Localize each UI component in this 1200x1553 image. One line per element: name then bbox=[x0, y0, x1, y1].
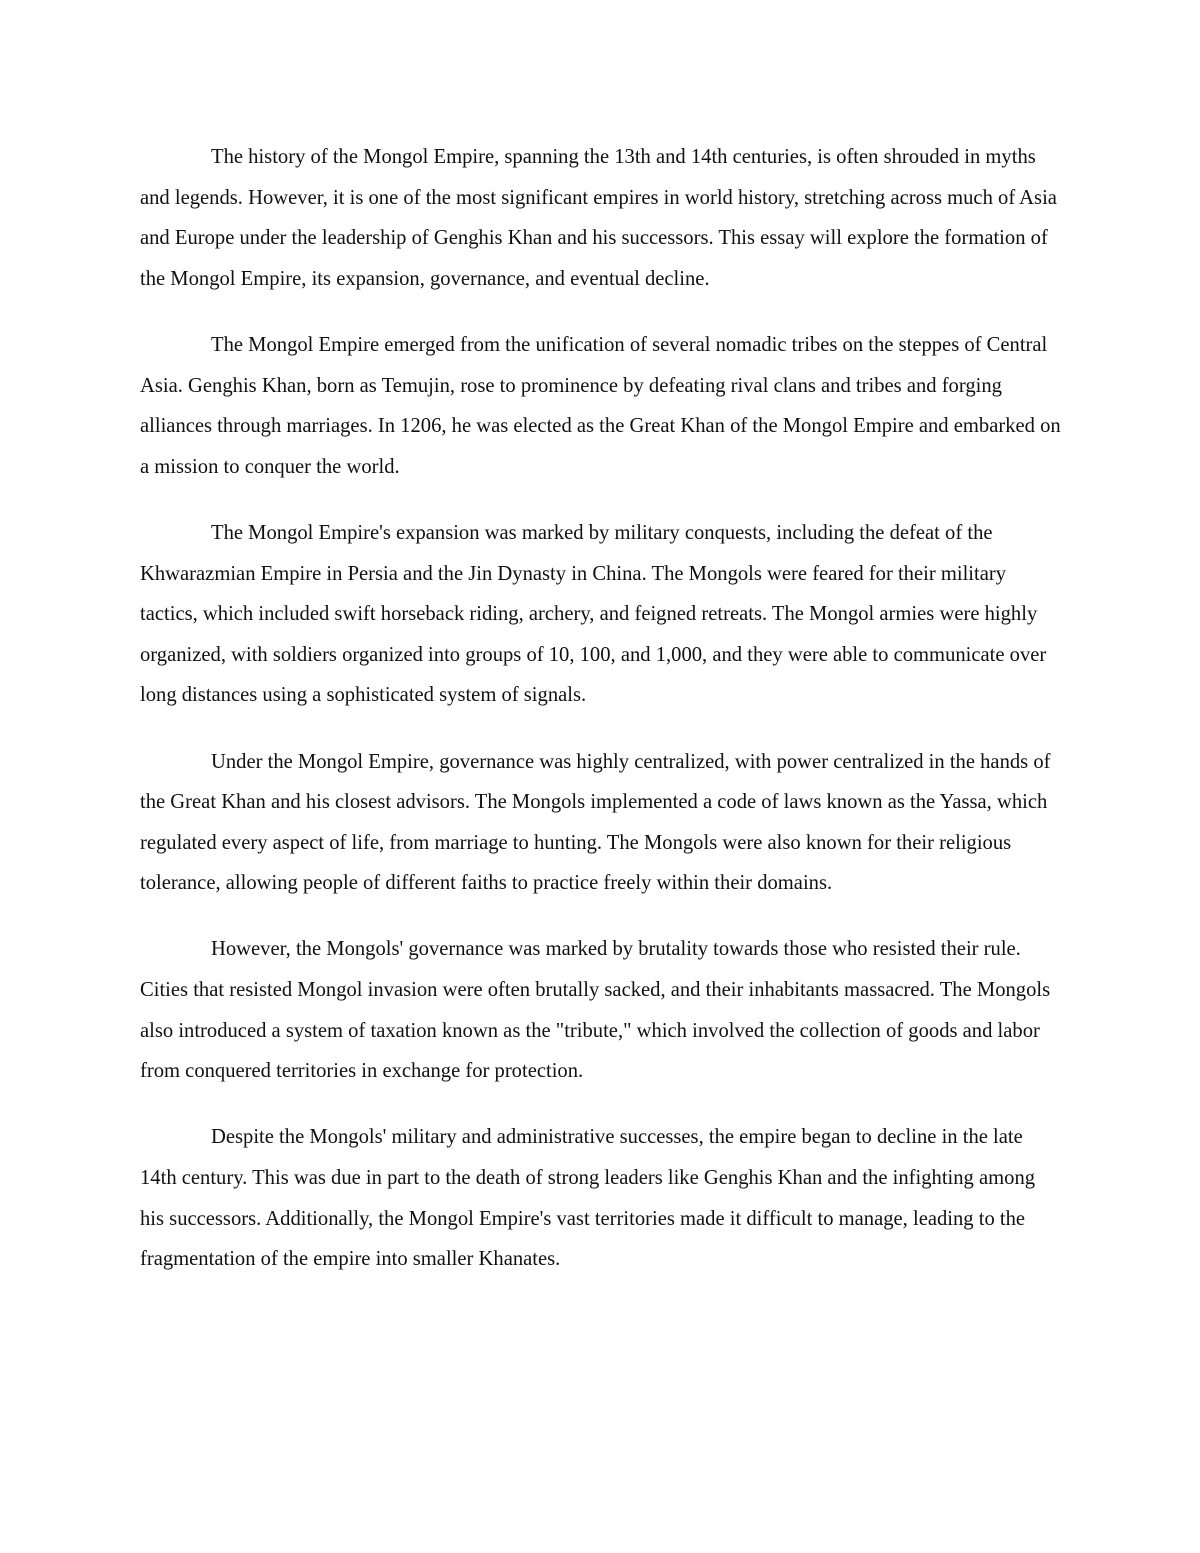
paragraph-introduction: The history of the Mongol Empire, spanning the 13th and 14th centuries, is often shrouded in myths and legends. However, it is one of the most significant empires in world history, stretching across much of Asia and Europe under the leadership of Genghis Khan and his successors. This essay will explore the formation of the Mongol Empire, its expansion, governance, and eventual decline. bbox=[140, 146, 1057, 290]
essay-body bbox=[140, 137, 1062, 1280]
paragraph-expansion: The Mongol Empire's expansion was marked by military conquests, including the defeat of the Khwarazmian Empire in Persia and the Jin Dynasty in China. The Mongols were feared for their military tactics, which included swift horseback riding, archery, and feigned retreats. The Mongol armies were highly organized, with soldiers organized into groups of 10, 100, and 1,000, and they were able to communicate over long distances using a sophisticated system of signals. bbox=[140, 521, 1047, 707]
paragraph-decline: Despite the Mongols' military and administrative successes, the empire began to decline in the late 14th century. This was due in part to the death of strong leaders like Genghis Khan and the infighting among his successors. Additionally, the Mongol Empire's vast territories made it difficult to manage, leading to the fragmentation of the empire into smaller Khanates. bbox=[140, 1126, 1036, 1271]
paragraph-governance: Under the Mongol Empire, governance was highly centralized, with power centralized in the hands of the Great Khan and his closest advisors. The Mongols implemented a code of laws known as the Yassa, which regulated every aspect of life, from marriage to hunting. The Mongols were also known for their religious tolerance, allowing people of different faiths to practice freely within their domains. bbox=[140, 750, 1051, 895]
paragraph-brutality-tribute: However, the Mongols' governance was marked by brutality towards those who resisted their rule. Cities that resisted Mongol invasion were often brutally sacked, and their inhabitants massacred. The Mongols also introduced a system of taxation known as the "tribute," which involved the collection of goods and labor from conquered territories in exchange for protection. bbox=[140, 938, 1051, 1083]
paragraph-formation: The Mongol Empire emerged from the unification of several nomadic tribes on the steppes of Central Asia. Genghis Khan, born as Temujin, rose to prominence by defeating rival clans and tribes and forging alliances through marriages. In 1206, he was elected as the Great Khan of the Mongol Empire and embarked on a mission to conquer the world. bbox=[140, 333, 1061, 478]
